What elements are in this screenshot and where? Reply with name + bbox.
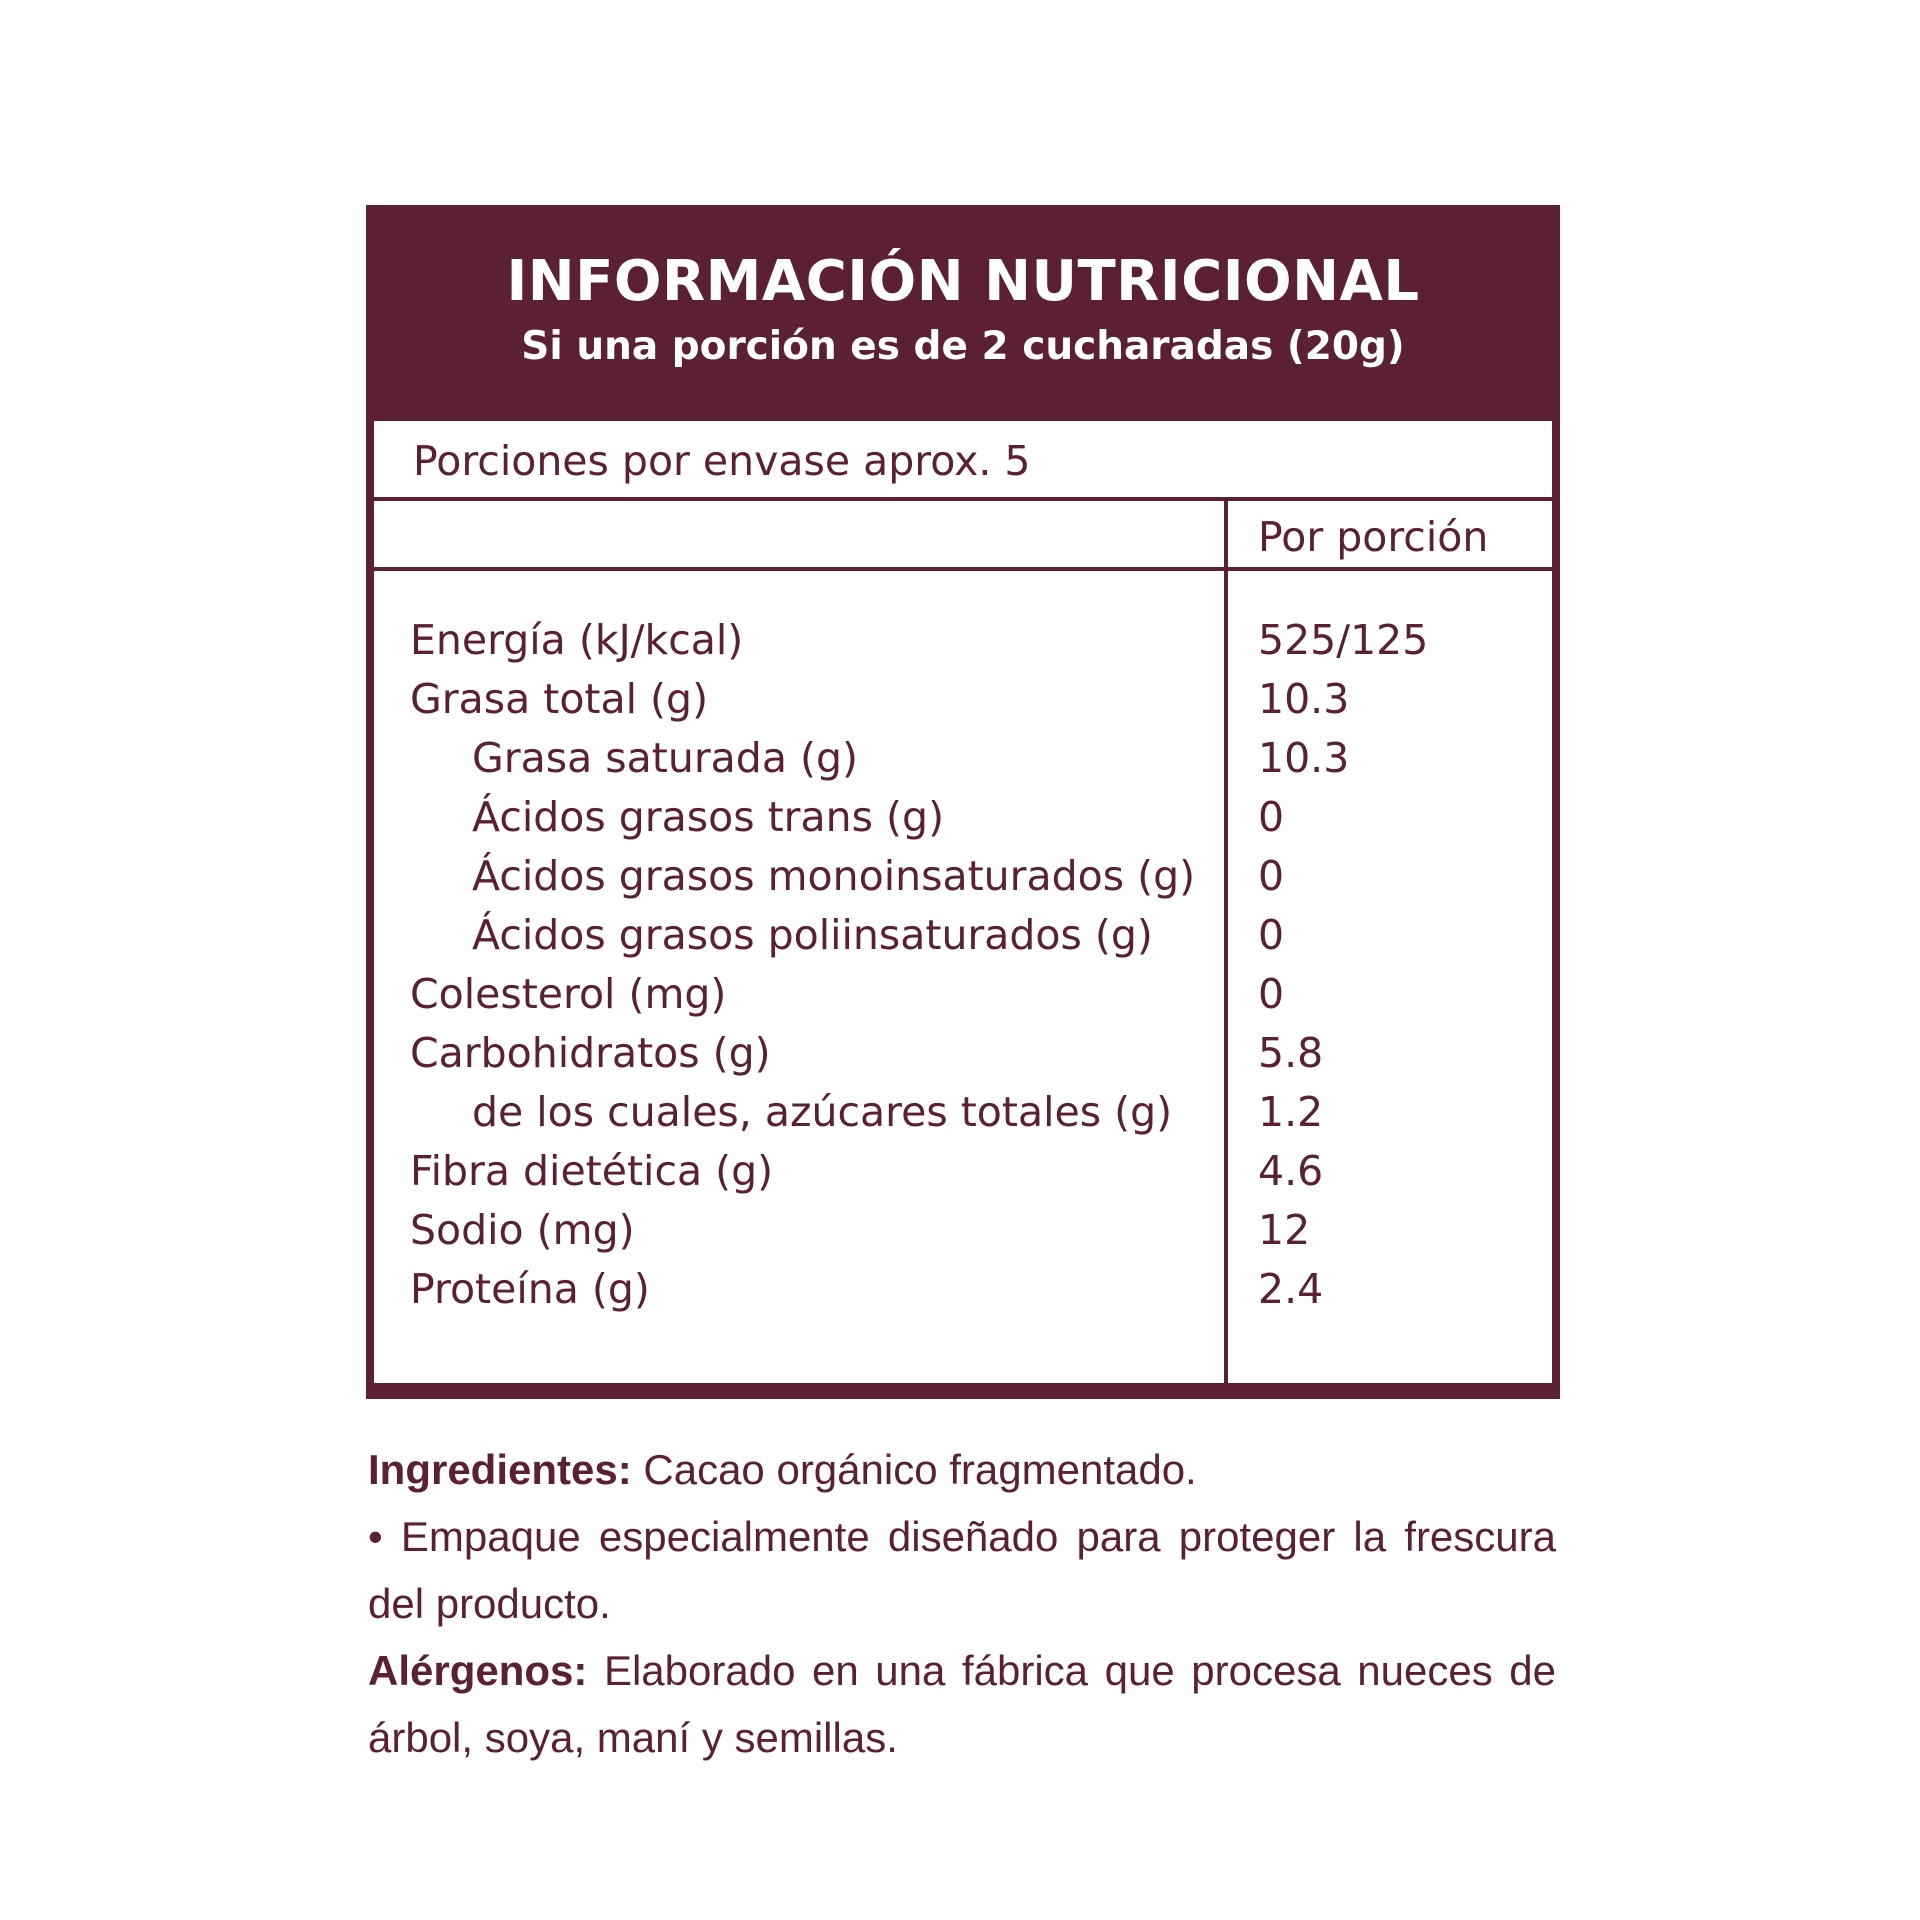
allergens-label: Alérgenos: [368,1647,588,1694]
nutrient-row [374,670,1552,729]
nutrient-name: Carbohidratos (g) [410,1029,771,1077]
allergens-line [368,1637,1556,1771]
nutrient-value: 525/125 [1258,616,1429,664]
ingredients-label: Ingredientes: [368,1446,632,1493]
nutrient-row [374,847,1552,906]
nutrient-name: Ácidos grasos monoinsaturados (g) [472,852,1196,900]
nutrient-value: 0 [1258,793,1285,841]
nutrient-name: Ácidos grasos poliinsaturados (g) [472,911,1153,959]
packaging-note: • Empaque especialmente diseñado para proteger la frescura del producto. [368,1513,1556,1627]
ingredients-text: Cacao orgánico fragmentado. [631,1446,1197,1493]
nutrient-name: Ácidos grasos trans (g) [472,793,945,841]
nutrient-name: Grasa total (g) [410,675,709,723]
nutrient-value: 4.6 [1258,1147,1324,1195]
ingredients-line [368,1436,1556,1503]
nutrient-value: 12 [1258,1206,1311,1254]
nutrient-name: Colesterol (mg) [410,970,727,1018]
nutrient-name: Energía (kJ/kcal) [410,616,744,664]
nutrient-row [374,965,1552,1024]
nutrition-header [374,213,1552,421]
product-notes [368,1436,1556,1771]
servings-row [374,421,1552,501]
nutrient-name: Proteína (g) [410,1265,650,1313]
nutrient-row [374,611,1552,670]
nutrient-name: Grasa saturada (g) [472,734,858,782]
nutrient-row [374,1083,1552,1142]
nutrient-row [374,788,1552,847]
nutrient-name: de los cuales, azúcares totales (g) [472,1088,1173,1136]
nutrition-facts-panel [366,205,1560,1399]
nutrient-row [374,1024,1552,1083]
nutrient-value: 0 [1258,911,1285,959]
nutrient-value: 2.4 [1258,1265,1324,1313]
nutrient-value: 0 [1258,970,1285,1018]
nutrient-value: 1.2 [1258,1088,1324,1136]
nutrition-title: INFORMACIÓN NUTRICIONAL [506,249,1420,314]
nutrient-row [374,1260,1552,1319]
nutrition-table [374,421,1552,1383]
serving-size: Si una porción es de 2 cucharadas (20g) [521,324,1405,369]
nutrient-row [374,906,1552,965]
nutrient-row [374,1201,1552,1260]
column-header-per-serving: Por porción [1258,513,1489,561]
nutrient-name: Fibra dietética (g) [410,1147,774,1195]
nutrient-value: 10.3 [1258,734,1350,782]
nutrient-row [374,729,1552,788]
nutrient-rows [374,611,1552,1319]
nutrient-row [374,1142,1552,1201]
nutrient-value: 0 [1258,852,1285,900]
nutrient-value: 5.8 [1258,1029,1324,1077]
allergens-text: Elaborado en una fábrica que procesa nueces de árbol, soya, maní y semillas. [368,1647,1556,1761]
nutrient-name: Sodio (mg) [410,1206,635,1254]
nutrient-value: 10.3 [1258,675,1350,723]
column-header-row [374,501,1552,571]
servings-per-container: Porciones por envase aprox. 5 [413,437,1031,485]
